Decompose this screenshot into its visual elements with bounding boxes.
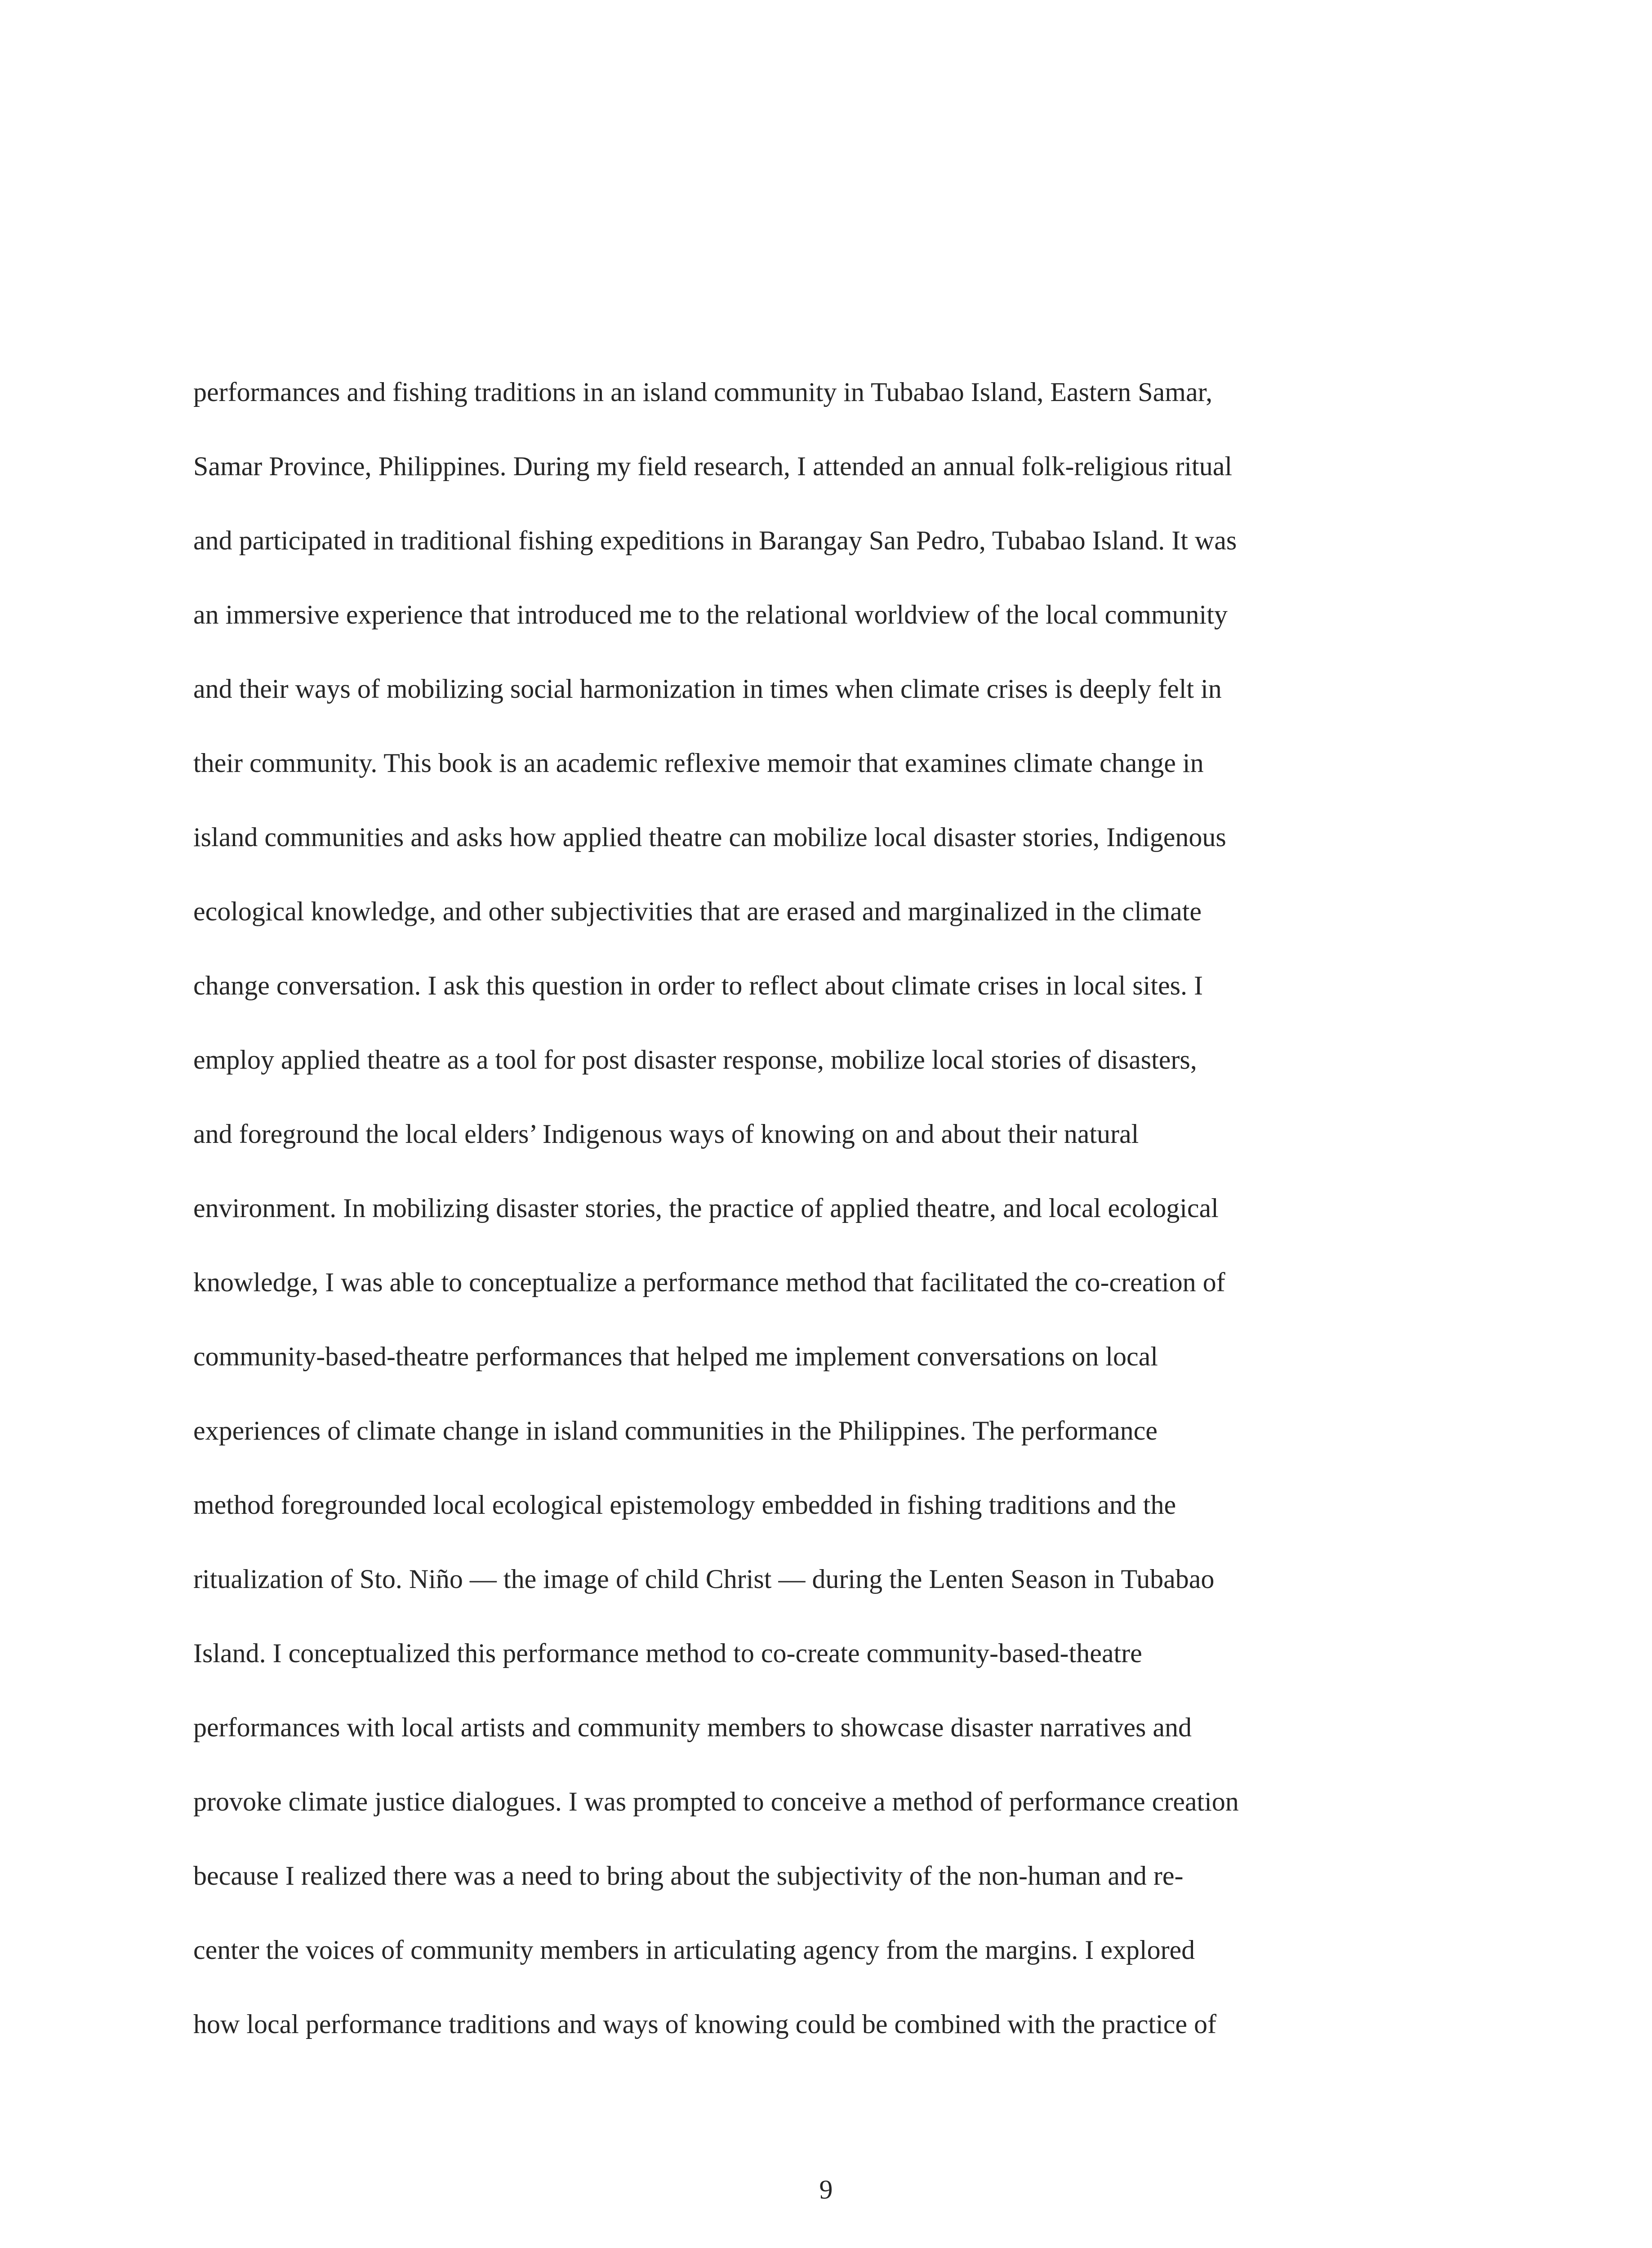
text-line: ecological knowledge, and other subjectivities that are erased and marginalized in the climate [193,897,1202,926]
text-line: how local performance traditions and ways of knowing could be combined with the practice of [193,2009,1216,2039]
text-line: community-based-theatre performances that helped me implement conversations on local [193,1342,1158,1371]
text-line: employ applied theatre as a tool for post disaster response, mobilize local stories of disasters, [193,1045,1197,1075]
text-line: change conversation. I ask this question in order to reflect about climate crises in local sites. I [193,971,1203,1000]
text-line: and foreground the local elders’ Indigenous ways of knowing on and about their natural [193,1119,1139,1149]
text-line: island communities and asks how applied theatre can mobilize local disaster stories, Indigenous [193,822,1226,852]
page-number: 9 [819,2175,833,2204]
text-line: performances and fishing traditions in an island community in Tubabao Island, Eastern Samar, [193,377,1213,407]
text-line: performances with local artists and community members to showcase disaster narratives and [193,1713,1192,1742]
text-line: because I realized there was a need to bring about the subjectivity of the non-human and re- [193,1861,1184,1891]
text-line: Samar Province, Philippines. During my field research, I attended an annual folk-religious ritual [193,451,1233,481]
text-line: an immersive experience that introduced me to the relational worldview of the local community [193,600,1228,629]
text-line: experiences of climate change in island communities in the Philippines. The performance [193,1416,1158,1445]
text-line: provoke climate justice dialogues. I was prompted to conceive a method of performance creation [193,1787,1239,1816]
text-line: center the voices of community members in articulating agency from the margins. I explored [193,1935,1195,1965]
body-paragraph [193,355,1497,2061]
text-line: knowledge, I was able to conceptualize a performance method that facilitated the co-creation of [193,1267,1225,1297]
text-line: environment. In mobilizing disaster stories, the practice of applied theatre, and local ecological [193,1193,1219,1223]
text-line: and participated in traditional fishing expeditions in Barangay San Pedro, Tubabao Island. It was [193,526,1237,555]
text-line: Island. I conceptualized this performance method to co-create community-based-theatre [193,1638,1142,1668]
text-line: ritualization of Sto. Niño — the image of child Christ — during the Lenten Season in Tubabao [193,1564,1215,1594]
text-line: method foregrounded local ecological epistemology embedded in fishing traditions and the [193,1490,1176,1520]
text-line: and their ways of mobilizing social harmonization in times when climate crises is deeply felt in [193,674,1222,704]
text-line: their community. This book is an academic reflexive memoir that examines climate change in [193,748,1204,778]
